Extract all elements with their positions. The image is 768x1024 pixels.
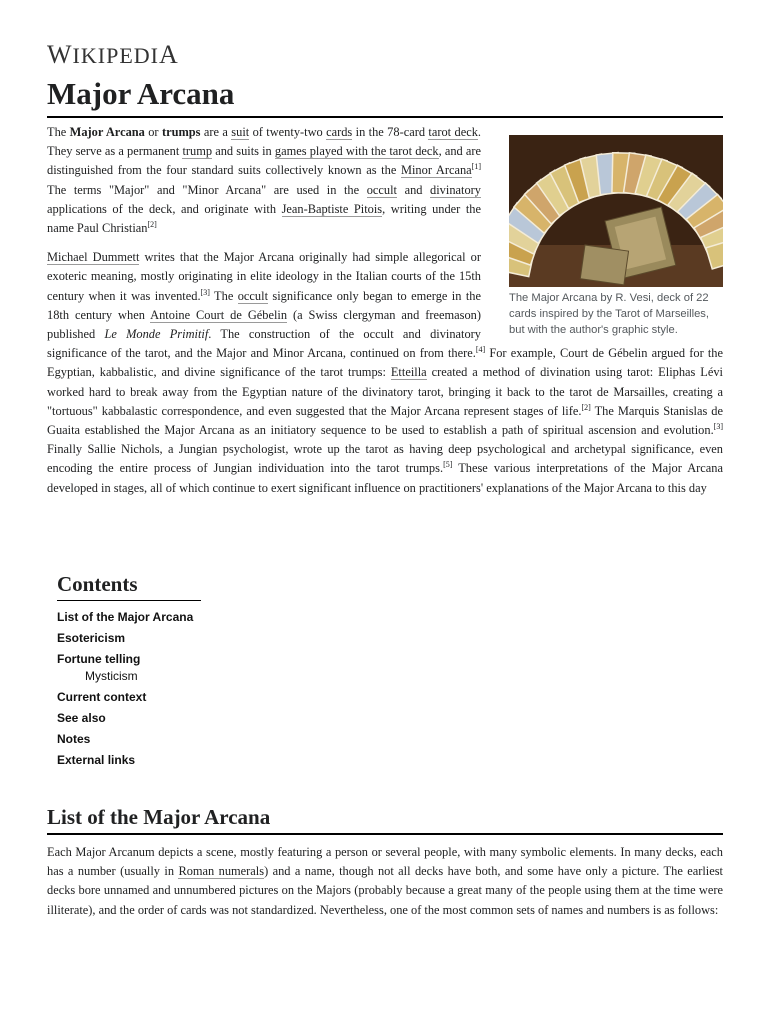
link-suit[interactable]: suit (231, 125, 250, 139)
text-run: Each Major Arcanum depicts a scene, mostly featuring a person or several people, with many symbolic elements. In many decks, each has a number (usually in (47, 845, 723, 879)
text-run: are a (200, 125, 232, 139)
toc-item-list-of-major-arcana[interactable]: List of the Major Arcana (57, 610, 194, 624)
link-cards[interactable]: cards (326, 125, 353, 139)
toc-item-mysticism[interactable]: Mysticism (85, 669, 138, 683)
text-run: ) and a name, though not all decks have both, and some have only a picture. The earliest decks bore unnamed and unnumbered pictures on the Majors (probably because a great many of the people using them at the time were illiterate), and the order of cards was not standardized. Nevertheless, one of the most common sets of names and numbers is as follows: (47, 864, 723, 917)
logo-initial: W (47, 40, 73, 69)
text-run: in the 78-card (352, 125, 429, 139)
text-run: The Marquis Stanislas de Guaita established the Major Arcana as an initiatory sequence to be used to establish a path of spiritual ascension and evolution. (47, 403, 724, 438)
text-run: . They serve as a permanent (47, 125, 481, 159)
text-run: These various interpretations of the Major Arcana developed in stages, all of which continue to exert significant influence on practitioners' explanations of the Major Arcana to this day (47, 461, 723, 495)
text-run: . The construction of the occult and divinatory significance of the tarot, and the Major and Minor Arcana, continued on from there. (47, 327, 481, 361)
citation-2b[interactable]: [2] (581, 402, 591, 412)
text-run: writes that the Major Arcana originally had simple allegorical or exoteric meaning, mostly originating in elite ideology in the Italian courts of the 15th century when it was invented. (47, 250, 481, 303)
tarot-cards-image[interactable] (509, 135, 723, 287)
toc-list (57, 607, 257, 771)
text-run: and suits in (212, 144, 275, 159)
figure-caption: The Major Arcana by R. Vesi, deck of 22 cards inspired by the Tarot of Marseilles, but with the author's graphic style. (509, 292, 710, 336)
link-occult-2[interactable]: occult (237, 288, 269, 303)
term-major-arcana: Major Arcana (69, 125, 145, 139)
link-pitois[interactable]: Jean-Baptiste Pitois (281, 201, 383, 216)
text-run: created a method of divination using tarot: Eliphas Lévi worked hard to break away from the Egyptian nature of the divinatory tarot, bringing it back to the tarot de Marsailles, creating a "tortuous" kabbalastic correspondence, and even suggested that the Major Arcana represent stages of life. (47, 365, 724, 418)
section-list-of-major-arcana (47, 802, 723, 920)
text-run: significance only began to emerge in the 18th century when (47, 288, 481, 322)
text-run: (a Swiss clergyman and freemason) published (47, 307, 481, 342)
link-court-de-gebelin[interactable]: Antoine Court de Gébelin (150, 307, 288, 322)
text-run: , and are distinguished from the four standard suits collectively known as the (47, 144, 481, 178)
text-run: , writing under the name Paul Christian (47, 201, 481, 236)
toc-item-esotericism[interactable]: Esotericism (57, 631, 126, 645)
lead-section (47, 123, 723, 498)
text-run: or (144, 125, 162, 139)
link-minor-arcana[interactable]: Minor Arcana (400, 163, 472, 178)
citation-3b[interactable]: [3] (713, 421, 723, 431)
logo-final: A (158, 40, 179, 69)
book-title: Le Monde Primitif (104, 327, 209, 342)
text-run: For example, Court de Gébelin argued for the Egyptian, kabbalistic, and divine significance of the tarot trumps: (47, 346, 723, 380)
link-divinatory[interactable]: divinatory (430, 182, 481, 197)
toc-item-notes[interactable]: Notes (57, 732, 91, 746)
citation-4[interactable]: [4] (475, 345, 486, 355)
citation-5[interactable]: [5] (443, 460, 453, 470)
section-paragraph (47, 843, 723, 920)
text-run: of twenty-two (249, 125, 327, 139)
text-run: The (209, 288, 238, 303)
link-dummett[interactable]: Michael Dummett (47, 250, 140, 265)
toc-item-see-also[interactable]: See also (57, 711, 106, 725)
citation-1[interactable]: [1] (471, 162, 481, 172)
text-run: applications of the deck, and originate with (47, 201, 282, 216)
toc-item-current-context[interactable]: Current context (57, 690, 147, 704)
citation-3[interactable]: [3] (200, 287, 210, 297)
text-run: and (396, 182, 431, 197)
link-etteilla[interactable]: Etteilla (390, 365, 427, 380)
toc-title: Contents (57, 570, 201, 601)
link-roman-numerals[interactable]: Roman numerals (178, 864, 265, 879)
toc-item-fortune-telling[interactable]: Fortune telling (57, 652, 141, 666)
page-title: Major Arcana (47, 74, 723, 118)
citation-2[interactable]: [2] (147, 219, 157, 229)
logo-text: IKIPEDI (72, 43, 159, 68)
text-run: Finally Sallie Nichols, a Jungian psychologist, wrote up the tarot as having deep psychological and archetypal significance, even encoding the entire process of Jungian individuation into the tarot trumps. (47, 442, 723, 476)
table-of-contents (57, 570, 257, 771)
thumbnail-figure (509, 135, 723, 338)
text-run: The terms "Major" and "Minor Arcana" are used in the (47, 182, 367, 197)
link-trump[interactable]: trump (182, 144, 213, 159)
text-run: The (47, 125, 70, 139)
toc-item-external-links[interactable]: External links (57, 753, 136, 767)
link-games-tarot[interactable]: games played with the tarot deck (274, 144, 439, 159)
link-tarot-deck[interactable]: tarot deck (428, 125, 478, 139)
section-heading: List of the Major Arcana (47, 802, 723, 835)
link-occult[interactable]: occult (366, 182, 397, 197)
wikipedia-logo[interactable] (47, 40, 179, 70)
term-trumps: trumps (161, 125, 201, 139)
